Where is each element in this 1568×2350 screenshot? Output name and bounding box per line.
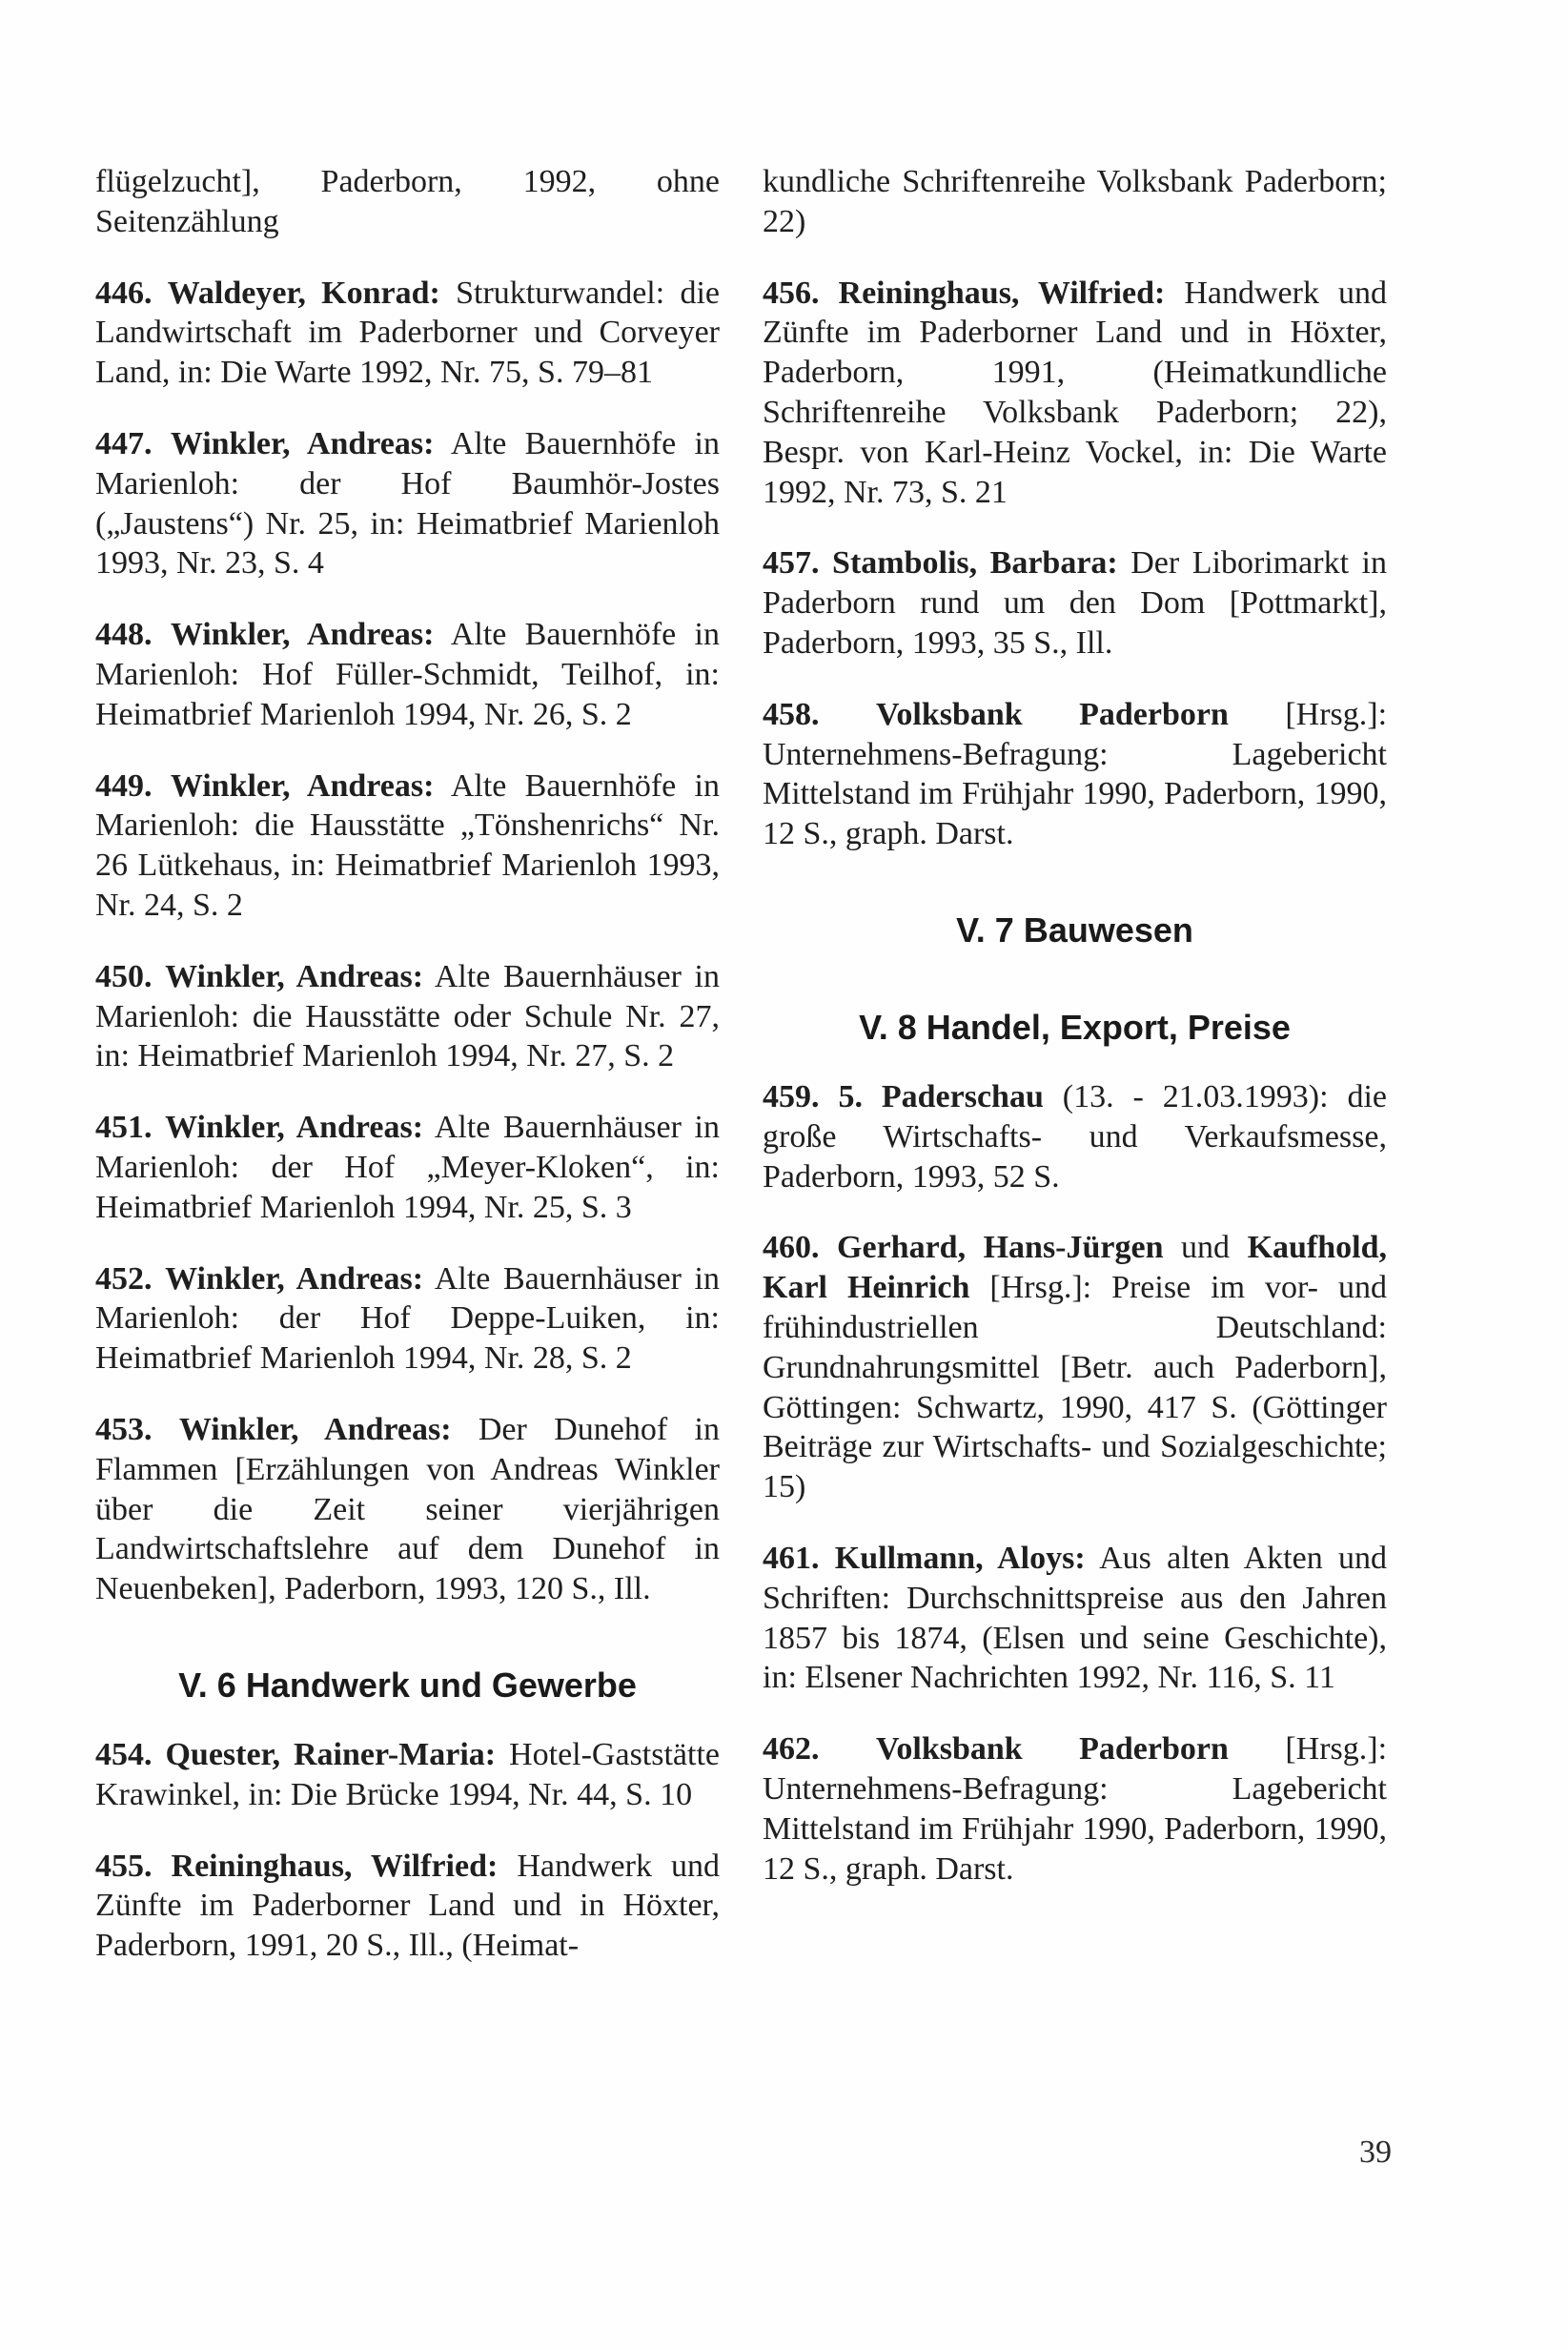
bibliography-entry: 456. Reininghaus, Wilfried: Handwerk und Zünfte im Paderborner Land und in Höxter, Paderborn, 1991, (Heimatkundliche Schriftenreihe Volksbank Paderborn; 22), Bespr. von Karl-Heinz Vockel, in: Die Warte 1992, Nr. 73, S. 21 — [763, 275, 1387, 510]
page-number: 39 — [1359, 2135, 1392, 2170]
bibliography-entry: 446. Waldeyer, Konrad: Strukturwandel: die Landwirtschaft im Paderborner und Corveyer Land, in: Die Warte 1992, Nr. 75, S. 79–81 — [95, 275, 720, 391]
bibliography-entry: 461. Kullmann, Aloys: Aus alten Akten und Schriften: Durchschnittspreise aus den Jahren 1857 bis 1874, (Elsen und seine Geschichte), in: Elsener Nachrichten 1992, Nr. 116, S. 11 — [763, 1540, 1388, 1696]
section-heading-v7: V. 7 Bauwesen — [956, 909, 1193, 950]
bibliography-entry: 462. Volksbank Paderborn [Hrsg.]: Unternehmens-Befragung: Lagebericht Mittelstand im Frühjahr 1990, Paderborn, 1990, 12 S., graph. Darst. — [763, 1731, 1388, 1887]
bibliography-entry: 451. Winkler, Andreas: Alte Bauernhäuser in Marienloh: der Hof „Meyer-Kloken“, in: Heimatbrief Marienloh 1994, Nr. 25, S. 3 — [95, 1110, 720, 1225]
continuation-text: kundliche Schriftenreihe Volksbank Paderborn; 22) — [763, 164, 1387, 239]
continuation-text: flügelzucht], Paderborn, 1992, ohne Seitenzählung — [95, 164, 720, 239]
bibliography-entry: 453. Winkler, Andreas: Der Dunehof in Flammen [Erzählungen von Andreas Winkler über die Zeit seiner vierjährigen Landwirtschaftslehre auf dem Dunehof in Neuenbeken], Paderborn, 1993, 120 S., Ill. — [95, 1411, 720, 1607]
section-heading-v8: V. 8 Handel, Export, Preise — [859, 1007, 1291, 1047]
bibliography-entry: 459. 5. Paderschau (13. - 21.03.1993): die große Wirtschafts- und Verkaufsmesse, Paderborn, 1993, 52 S. — [763, 1078, 1388, 1195]
left-column — [95, 162, 720, 1997]
bibliography-entry: 457. Stambolis, Barbara: Der Liborimarkt in Paderborn rund um den Dom [Pottmarkt], Paderborn, 1993, 35 S., Ill. — [763, 545, 1388, 661]
bibliography-entry: 448. Winkler, Andreas: Alte Bauernhöfe in Marienloh: Hof Füller-Schmidt, Teilhof, in: Heimatbrief Marienloh 1994, Nr. 26, S. 2 — [95, 617, 721, 732]
bibliography-entry: 458. Volksbank Paderborn [Hrsg.]: Unternehmens-Befragung: Lagebericht Mittelstand im Frühjahr 1990, Paderborn, 1990, 12 S., graph. Darst. — [763, 696, 1388, 852]
right-column — [763, 162, 1387, 1920]
bibliography-entry: 450. Winkler, Andreas: Alte Bauernhäuser in Marienloh: die Hausstätte oder Schule Nr. 27, in: Heimatbrief Marienloh 1994, Nr. 27, S. 2 — [95, 958, 720, 1074]
section-heading-v6: V. 6 Handwerk und Gewerbe — [178, 1665, 637, 1705]
bibliography-entry: 455. Reininghaus, Wilfried: Handwerk und Zünfte im Paderborner Land und in Höxter, Paderborn, 1991, 20 S., Ill., (Heimat- — [95, 1848, 720, 1964]
bibliography-entry: 452. Winkler, Andreas: Alte Bauernhäuser in Marienloh: der Hof Deppe-Luiken, in: Heimatbrief Marienloh 1994, Nr. 28, S. 2 — [95, 1260, 720, 1377]
bibliography-entry: 454. Quester, Rainer-Maria: Hotel-Gaststätte Krawinkel, in: Die Brücke 1994, Nr. 44, S. 10 — [95, 1736, 721, 1812]
bibliography-entry: 449. Winkler, Andreas: Alte Bauernhöfe in Marienloh: die Hausstätte „Tönshenrichs“ Nr. 26 Lütkehaus, in: Heimatbrief Marienloh 1993, Nr. 24, S. 2 — [95, 767, 721, 923]
bibliography-entry: 460. Gerhard, Hans-Jürgen und Kaufhold, Karl Heinrich [Hrsg.]: Preise im vor- und frühindustriellen Deutschland: Grundnahrungsmittel [Betr. auch Paderborn], Göttingen: Schwartz, 1990, 417 S. (Göttinger Beiträge zur Wirtschafts- und Sozialgeschichte; 15) — [763, 1230, 1388, 1505]
bibliography-entry: 447. Winkler, Andreas: Alte Bauernhöfe in Marienloh: der Hof Baumhör-Jostes („Jaustens“) Nr. 25, in: Heimatbrief Marienloh 1993, Nr. 23, S. 4 — [95, 425, 721, 582]
